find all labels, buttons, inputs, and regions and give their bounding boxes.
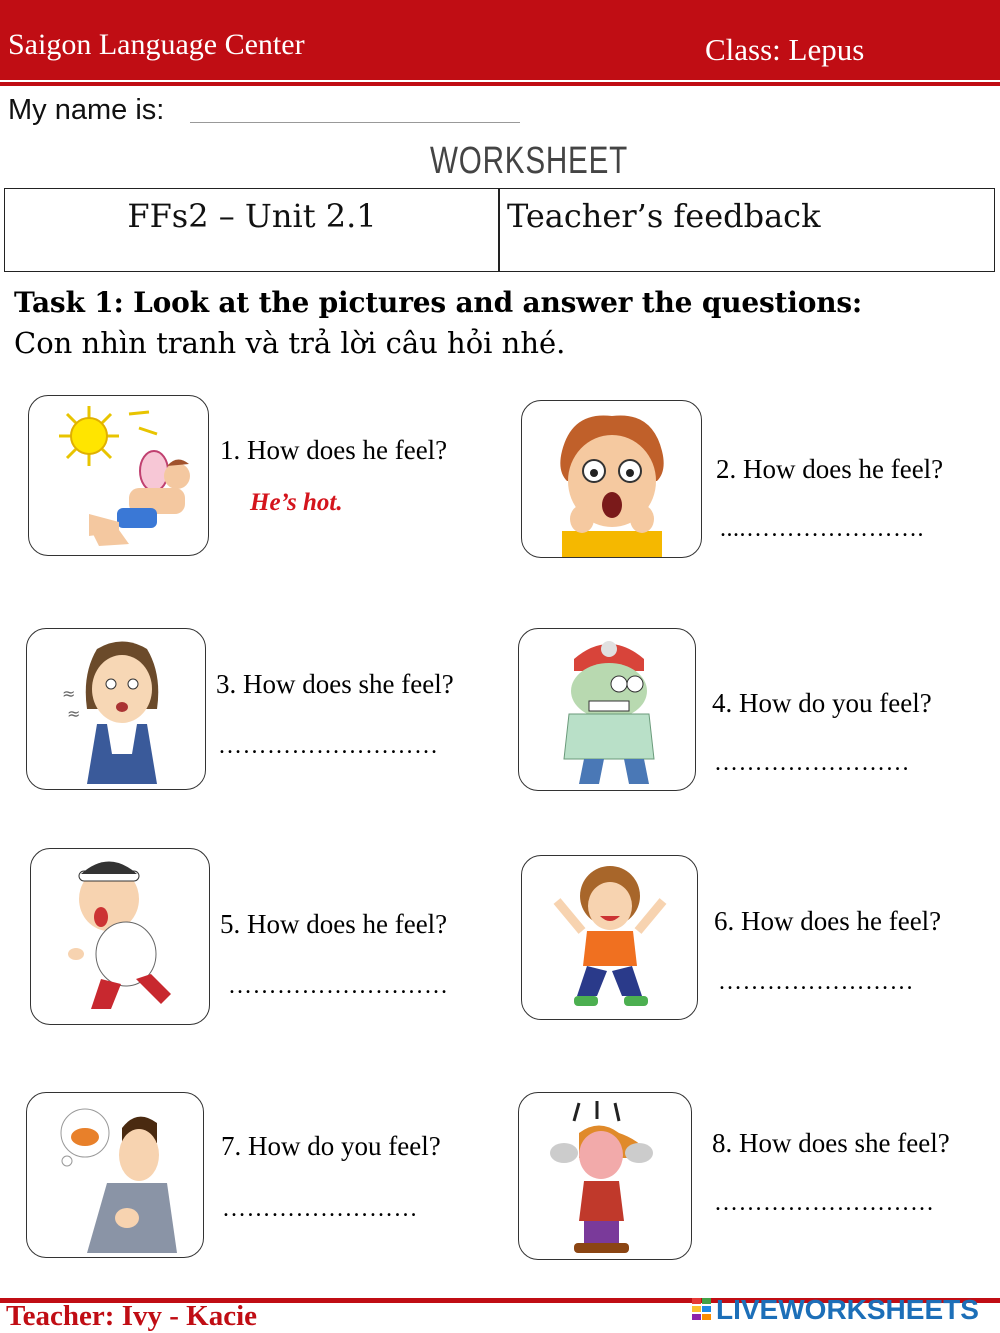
- question-5: 5. How does he feel?: [220, 909, 448, 939]
- question-8: 8. How does she feel?: [712, 1128, 950, 1158]
- unit-cell: [4, 188, 500, 272]
- feedback-label: Teacher’s feedback: [507, 197, 821, 235]
- task-title: Task 1: Look at the pictures and answer the questions:: [14, 286, 863, 319]
- svg-text:≈: ≈: [62, 684, 76, 703]
- answer-8[interactable]: ………………………: [714, 1190, 935, 1216]
- task-subtitle: Con nhìn tranh và trả lời câu hỏi nhé.: [14, 326, 566, 360]
- answer-3[interactable]: ………………………: [218, 733, 439, 759]
- boy-happy-jumping-icon: [521, 855, 698, 1020]
- girl-angry-icon: [518, 1092, 692, 1260]
- question-3: 3. How does she feel?: [216, 669, 454, 699]
- worksheet-title: WORKSHEET: [430, 140, 629, 182]
- cold-freezing-icon: [518, 628, 696, 791]
- man-hungry-icon: [26, 1092, 204, 1258]
- girl-tired-icon: [26, 628, 206, 790]
- boy-hot-sun-icon: [28, 395, 209, 556]
- liveworksheets-logo-icon: [692, 1298, 712, 1320]
- center-name: Saigon Language Center: [8, 28, 305, 61]
- question-4: 4. How do you feel?: [712, 688, 932, 718]
- name-label: My name is:: [8, 94, 165, 126]
- question-1: 1. How does he feel?: [220, 435, 448, 465]
- unit-label: FFs2 – Unit 2.1: [127, 197, 377, 235]
- boy-scared-icon: [521, 400, 702, 558]
- answer-1[interactable]: He’s hot.: [250, 489, 343, 516]
- answer-7[interactable]: ……………………: [222, 1196, 418, 1222]
- svg-text:≈: ≈: [67, 704, 81, 723]
- answer-6[interactable]: ……………………: [718, 969, 914, 995]
- answer-5[interactable]: ………………………: [228, 973, 449, 999]
- question-2: 2. How does he feel?: [716, 454, 944, 484]
- answer-4[interactable]: ……………………: [714, 750, 910, 776]
- question-6: 6. How does he feel?: [714, 906, 942, 936]
- class-label: Class: Lepus: [705, 32, 865, 67]
- question-7: 7. How do you feel?: [221, 1131, 441, 1161]
- teacher-label: Teacher: Ivy - Kacie: [6, 1300, 258, 1332]
- name-input-line[interactable]: [190, 122, 520, 123]
- header-divider: [0, 82, 1000, 86]
- brand-label[interactable]: LIVEWORKSHEETS: [716, 1294, 979, 1325]
- feedback-cell: [498, 188, 995, 272]
- answer-2[interactable]: ....………………….: [720, 516, 924, 542]
- boy-thirsty-running-icon: [30, 848, 210, 1025]
